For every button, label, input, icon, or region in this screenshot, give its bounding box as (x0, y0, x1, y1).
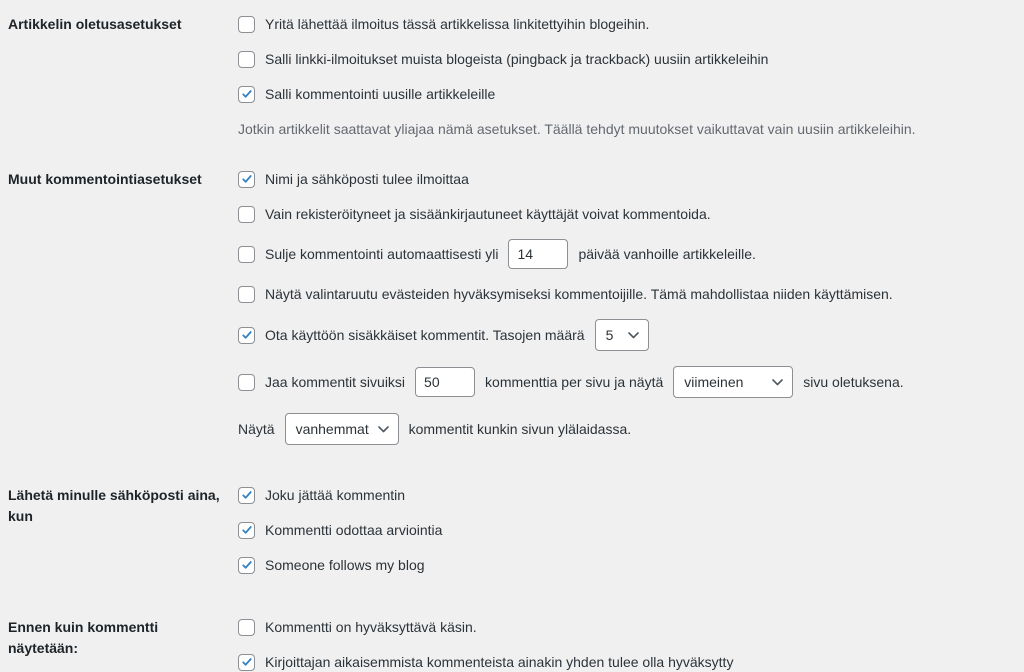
section-other-comment-settings (8, 169, 1014, 445)
select-value: 5 (605, 327, 614, 343)
checkbox-label: Salli kommentointi uusille artikkeleille (265, 86, 496, 102)
section-default-post-settings (8, 14, 1014, 139)
checkbox-label: Someone follows my blog (265, 557, 425, 573)
checkbox-registered-users-only[interactable] (238, 206, 255, 223)
checkbox-label: Nimi ja sähköposti tulee ilmoittaa (265, 171, 469, 187)
row-email-follow (238, 555, 1014, 575)
checkbox-label: Näytä valintaruutu evästeiden hyväksymiseksi kommentoijille. Tämä mahdollistaa niiden käyttämisen. (265, 286, 893, 302)
checkbox-label: Vain rekisteröityneet ja sisäänkirjautuneet käyttäjät voivat kommentoida. (265, 206, 711, 222)
section-content (238, 169, 1014, 445)
row-auto-close-comments (238, 239, 1014, 269)
checkbox-label: sivu oletuksena. (803, 374, 904, 390)
section-content (238, 14, 1014, 139)
row-email-new-comment (238, 485, 1014, 505)
select-value: vanhemmat (295, 421, 369, 437)
checkbox-label: Sulje kommentointi automaattisesti yli (265, 246, 499, 262)
section-label: Muut kommentointiasetukset (8, 171, 202, 187)
section-label: Ennen kuin kommentti näytetään: (8, 619, 159, 656)
chevron-down-icon (628, 332, 639, 339)
row-require-name-email (238, 169, 1014, 189)
thread-depth-select[interactable] (595, 319, 649, 351)
checkbox-label: Jaa kommentit sivuiksi (265, 374, 406, 390)
section-email-me-whenever (8, 485, 1014, 575)
checkbox-allow-pingbacks[interactable] (238, 51, 255, 68)
check-icon (241, 559, 253, 571)
row-paginate-comments (238, 366, 1014, 398)
checkbox-label: Kommentti on hyväksyttävä käsin. (265, 619, 477, 635)
checkbox-email-moderation[interactable] (238, 522, 255, 539)
checkbox-label: Salli linkki-ilmoitukset muista blogeista (pingback ja trackback) uusiin artikkeleihin (265, 51, 769, 67)
checkbox-email-follow[interactable] (238, 557, 255, 574)
checkbox-previously-approved[interactable] (238, 654, 255, 671)
row-allow-pingbacks (238, 49, 1014, 69)
checkbox-label: Ota käyttöön sisäkkäiset kommentit. Tasojen määrä (265, 327, 585, 343)
checkbox-manual-approval[interactable] (238, 619, 255, 636)
checkbox-require-name-email[interactable] (238, 171, 255, 188)
checkbox-label: kommenttia per sivu ja näytä (485, 374, 664, 390)
row-manual-approval (238, 617, 1014, 637)
section-before-comment-appears (8, 617, 1014, 672)
row-registered-users-only (238, 204, 1014, 224)
checkbox-allow-comments-new-posts[interactable] (238, 86, 255, 103)
chevron-down-icon (378, 426, 389, 433)
section-content (238, 617, 1014, 672)
row-email-moderation (238, 520, 1014, 540)
section-label: Lähetä minulle sähköposti aina, kun (8, 487, 220, 524)
default-comments-page-select[interactable] (673, 366, 793, 398)
close-comments-days-input[interactable] (508, 239, 568, 269)
check-icon (241, 329, 253, 341)
row-cookies-consent (238, 284, 1014, 304)
checkbox-auto-close-comments[interactable] (238, 246, 255, 263)
comment-order-select[interactable] (285, 413, 399, 445)
checkbox-show-cookies-consent[interactable] (238, 286, 255, 303)
check-icon (241, 656, 253, 668)
row-comment-order (238, 413, 1014, 445)
checkbox-label: Kirjoittajan aikaisemmista kommenteista ainakin yhden tulee olla hyväksytty (265, 654, 734, 670)
checkbox-label: Yritä lähettää ilmoitus tässä artikkelissa linkitettyihin blogeihin. (265, 16, 650, 32)
check-icon (241, 88, 253, 100)
checkbox-paginate-comments[interactable] (238, 374, 255, 391)
checkbox-threaded-comments[interactable] (238, 327, 255, 344)
default-settings-note: Jotkin artikkelit saattavat yliajaa nämä asetukset. Täällä tehdyt muutokset vaikuttavat vain uusiin artikkeleihin. (238, 121, 916, 137)
chevron-down-icon (772, 379, 783, 386)
select-value: viimeinen (684, 374, 744, 390)
checkbox-email-new-comment[interactable] (238, 487, 255, 504)
checkbox-label: päivää vanhoille artikkeleille. (578, 246, 756, 262)
row-notify-linked-blogs (238, 14, 1014, 34)
comment-order-label: kommentit kunkin sivun ylälaidassa. (408, 421, 632, 437)
checkbox-label: Joku jättää kommentin (265, 487, 406, 503)
checkbox-notify-linked-blogs[interactable] (238, 16, 255, 33)
row-allow-comments-new-posts (238, 84, 1014, 104)
row-threaded-comments (238, 319, 1014, 351)
comment-order-label: Näytä (238, 421, 275, 437)
section-label: Artikkelin oletusasetukset (8, 16, 182, 32)
checkbox-label: Kommentti odottaa arviointia (265, 522, 443, 538)
check-icon (241, 489, 253, 501)
check-icon (241, 173, 253, 185)
check-icon (241, 524, 253, 536)
comments-per-page-input[interactable] (415, 367, 475, 397)
section-content (238, 485, 1014, 575)
row-previously-approved (238, 652, 1014, 672)
